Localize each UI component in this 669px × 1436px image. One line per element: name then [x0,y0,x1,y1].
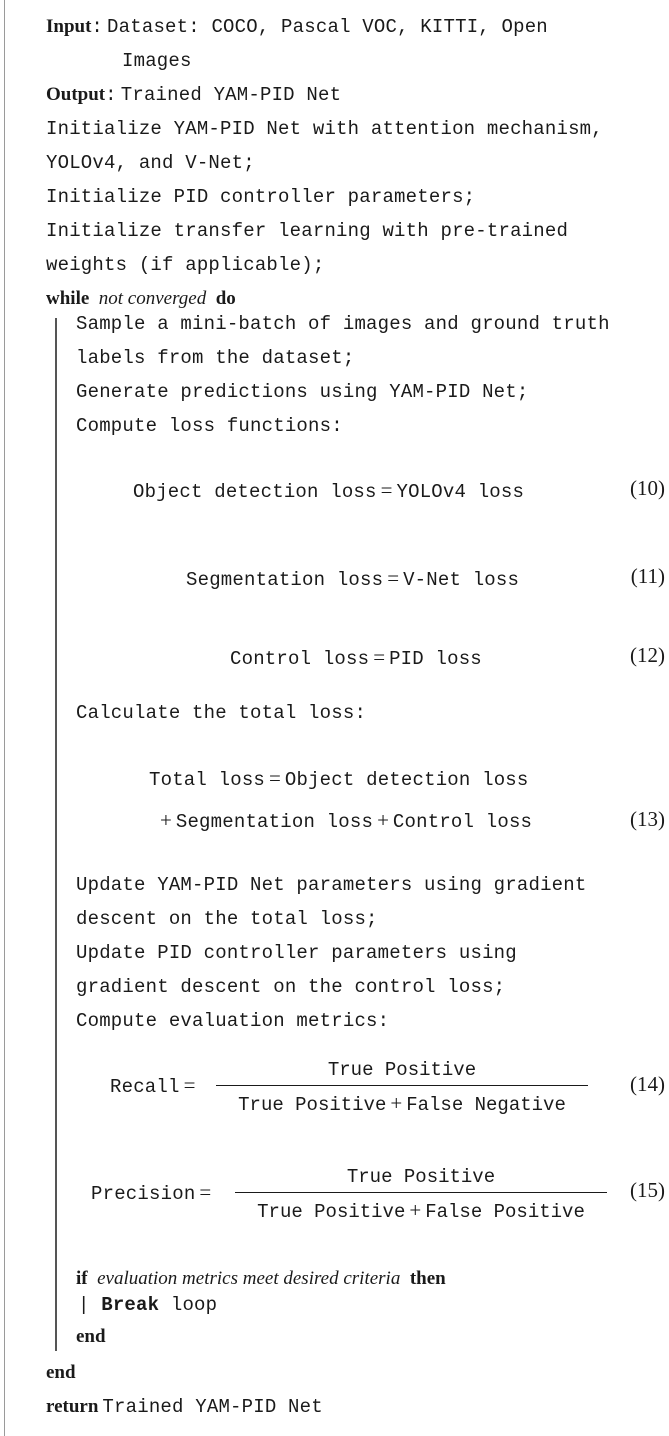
loop-line: Update YAM-PID Net parameters using gradient [76,874,587,896]
eq10-rhs: YOLOv4 loss [396,481,525,503]
eq14-denominator [238,1091,566,1116]
eq13-rhs3: Control loss [392,811,533,833]
loop-line: labels from the dataset; [76,347,355,369]
equation-number-10: (10) [630,476,665,500]
end-if: end [76,1326,106,1347]
break-block-bar: | [78,1294,90,1316]
eq14-plus: + [390,1091,403,1115]
eq15-fraction-bar [235,1192,607,1193]
equation-13-line-1 [149,766,529,791]
loop-line: descent on the total loss; [76,908,378,930]
init-line: Initialize PID controller parameters; [46,186,476,208]
equation-number-12: (12) [630,643,665,667]
eq10-op: = [380,478,393,502]
equation-number-11: (11) [630,564,665,588]
loop-line: Update PID controller parameters using [76,942,517,964]
break-keyword: Break [101,1294,160,1316]
loop-line: gradient descent on the control loss; [76,976,506,998]
eq14-den-b: False Negative [406,1094,566,1116]
eq15-lhs-group [91,1180,215,1205]
eq15-lhs: Precision [91,1183,196,1205]
output-keyword: Output [46,84,106,105]
eq12-op: = [373,645,386,669]
eq13-plus2: + [377,808,389,832]
eq11-rhs: V-Net loss [403,569,520,591]
eq14-fraction-bar [216,1085,588,1086]
end-while: end [46,1362,76,1383]
output-line [46,84,341,106]
loop-line: Calculate the total loss: [76,702,367,724]
eq11-op: = [387,566,400,590]
loop-line: Compute evaluation metrics: [76,1010,390,1032]
eq10-lhs: Object detection loss [133,481,377,503]
eq13-rhs2: Segmentation loss [175,811,374,833]
eq13-plus1: + [160,808,172,832]
eq15-op: = [199,1180,212,1204]
do-keyword: do [215,288,236,309]
eq14-op: = [183,1073,196,1097]
eq15-den-a: True Positive [257,1201,406,1223]
init-line: Initialize transfer learning with pre-trained [46,220,569,242]
eq15-denominator [257,1198,585,1223]
input-keyword: Input [46,16,92,37]
init-line: YOLOv4, and V-Net; [46,152,255,174]
loop-line: Generate predictions using YAM-PID Net; [76,381,529,403]
input-sep: : [91,16,104,38]
input-text-continued: Images [122,50,192,72]
eq14-lhs-group [110,1073,199,1098]
while-block-bar [55,318,57,1351]
while-keyword: while [46,288,90,309]
then-keyword: then [409,1268,446,1289]
input-text: Dataset: COCO, Pascal VOC, KITTI, Open [107,16,548,38]
equation-13-line-2 [156,808,532,833]
eq15-den-b: False Positive [425,1201,585,1223]
eq13-rhs1: Object detection loss [284,769,529,791]
init-line: weights (if applicable); [46,254,325,276]
eq12-rhs: PID loss [389,648,482,670]
eq13-op: = [269,766,281,790]
eq11-lhs: Segmentation loss [186,569,384,591]
loop-line: Compute loss functions: [76,415,343,437]
return-line [46,1396,323,1418]
eq14-lhs: Recall [110,1076,180,1098]
init-line: Initialize YAM-PID Net with attention mechanism, [46,118,603,140]
eq15-fraction [235,1166,607,1223]
eq15-numerator: True Positive [346,1166,496,1188]
eq13-lhs: Total loss [149,769,266,791]
eq14-den-a: True Positive [238,1094,387,1116]
equation-number-14: (14) [630,1072,665,1096]
equation-12 [230,645,482,670]
eq14-fraction [216,1059,588,1116]
eq15-plus: + [409,1198,422,1222]
output-sep: : [105,84,117,106]
equation-number-13: (13) [630,807,665,831]
while-condition: not converged [98,288,207,309]
input-line [46,16,548,38]
break-line [78,1294,217,1316]
if-keyword: if [76,1268,88,1289]
loop-line: Sample a mini-batch of images and ground truth [76,313,610,335]
return-text: Trained YAM-PID Net [102,1396,323,1418]
if-condition: evaluation metrics meet desired criteria [97,1268,401,1289]
if-line [76,1268,446,1290]
eq12-lhs: Control loss [230,648,370,670]
while-line [46,288,236,310]
eq14-numerator: True Positive [327,1059,477,1081]
break-text: loop [170,1294,218,1316]
equation-10 [133,478,524,503]
equation-number-15: (15) [630,1178,665,1202]
equation-11 [186,566,519,591]
return-keyword: return [46,1396,99,1417]
left-margin-rule [4,0,5,1436]
output-text: Trained YAM-PID Net [120,84,342,106]
